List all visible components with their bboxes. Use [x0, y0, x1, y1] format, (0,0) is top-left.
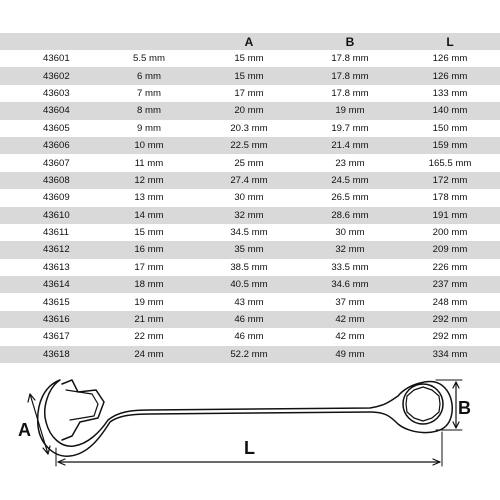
cell-code: 43617 [43, 331, 70, 343]
cell-l: 165.5 mm [428, 157, 472, 169]
cell-l: 209 mm [432, 244, 468, 256]
label-a: A [18, 420, 31, 440]
cell-code: 43602 [43, 70, 70, 82]
table-row [0, 224, 500, 241]
cell-b: 23 mm [335, 157, 365, 169]
open-end-jaw [62, 380, 104, 440]
cell-code: 43609 [43, 192, 70, 204]
cell-a: 46 mm [234, 331, 264, 343]
table-row [0, 207, 500, 224]
header-l: L [446, 34, 454, 49]
cell-size: 24 mm [134, 348, 164, 360]
cell-size: 13 mm [134, 192, 164, 204]
cell-l: 292 mm [432, 314, 468, 326]
cell-code: 43604 [43, 105, 70, 117]
cell-b: 34.6 mm [331, 279, 369, 291]
cell-l: 248 mm [432, 296, 468, 308]
cell-code: 43613 [43, 261, 70, 273]
cell-code: 43605 [43, 122, 70, 134]
cell-a: 35 mm [234, 244, 264, 256]
cell-l: 237 mm [432, 279, 468, 291]
cell-l: 226 mm [432, 261, 468, 273]
cell-size: 15 mm [134, 227, 164, 239]
cell-size: 9 mm [137, 122, 161, 134]
cell-size: 22 mm [134, 331, 164, 343]
cell-a: 52.2 mm [230, 348, 268, 360]
cell-size: 16 mm [134, 244, 164, 256]
cell-b: 17.8 mm [331, 70, 369, 82]
cell-b: 42 mm [335, 314, 365, 326]
cell-size: 8 mm [137, 105, 161, 117]
cell-b: 19 mm [335, 105, 365, 117]
label-b: B [458, 398, 471, 418]
cell-b: 30 mm [335, 227, 365, 239]
table-row [0, 311, 500, 328]
cell-a: 40.5 mm [230, 279, 268, 291]
table-row [0, 102, 500, 119]
cell-b: 17.8 mm [331, 87, 369, 99]
cell-l: 159 mm [432, 140, 468, 152]
ring-inner [406, 387, 440, 421]
cell-l: 200 mm [432, 227, 468, 239]
table-row [0, 85, 500, 102]
cell-a: 32 mm [234, 209, 264, 221]
table-row [0, 172, 500, 189]
cell-size: 19 mm [134, 296, 164, 308]
cell-code: 43601 [43, 53, 70, 65]
cell-size: 7 mm [137, 87, 161, 99]
cell-b: 42 mm [335, 331, 365, 343]
cell-a: 25 mm [234, 157, 264, 169]
cell-l: 126 mm [432, 70, 468, 82]
cell-code: 43603 [43, 87, 70, 99]
cell-a: 22.5 mm [230, 140, 268, 152]
table-row [0, 137, 500, 154]
cell-a: 30 mm [234, 192, 264, 204]
cell-code: 43618 [43, 348, 70, 360]
cell-b: 24.5 mm [331, 174, 369, 186]
cell-b: 26.5 mm [331, 192, 369, 204]
cell-code: 43610 [43, 209, 70, 221]
wrench-diagram [0, 360, 500, 500]
cell-size: 12 mm [134, 174, 164, 186]
cell-size: 21 mm [134, 314, 164, 326]
cell-a: 17 mm [234, 87, 264, 99]
table-row [0, 328, 500, 345]
table-row [0, 276, 500, 293]
dimensions-table [0, 33, 500, 363]
label-l: L [244, 438, 255, 458]
cell-b: 19.7 mm [331, 122, 369, 134]
header-a: A [244, 34, 254, 49]
table-row [0, 259, 500, 276]
table-row [0, 154, 500, 171]
table-row [0, 293, 500, 310]
cell-a: 15 mm [234, 53, 264, 65]
cell-l: 292 mm [432, 331, 468, 343]
cell-b: 21.4 mm [331, 140, 369, 152]
cell-size: 18 mm [134, 279, 164, 291]
cell-b: 37 mm [335, 296, 365, 308]
cell-size: 6 mm [137, 70, 161, 82]
cell-l: 334 mm [432, 348, 468, 360]
ring-outer [403, 384, 443, 424]
cell-b: 32 mm [335, 244, 365, 256]
cell-a: 46 mm [234, 314, 264, 326]
header-b: B [345, 34, 355, 49]
cell-a: 38.5 mm [230, 261, 268, 273]
cell-code: 43611 [43, 227, 69, 239]
cell-code: 43612 [43, 244, 70, 256]
cell-code: 43608 [43, 174, 70, 186]
cell-l: 191 mm [432, 209, 468, 221]
cell-size: 5.5 mm [133, 53, 165, 65]
table-row [0, 120, 500, 137]
cell-code: 43606 [43, 140, 70, 152]
cell-b: 28.6 mm [331, 209, 369, 221]
cell-b: 33.5 mm [331, 261, 369, 273]
cell-a: 43 mm [234, 296, 264, 308]
cell-l: 126 mm [432, 53, 468, 65]
cell-code: 43614 [43, 279, 70, 291]
cell-size: 14 mm [134, 209, 164, 221]
cell-b: 49 mm [335, 348, 365, 360]
cell-b: 17.8 mm [331, 53, 369, 65]
cell-size: 17 mm [134, 261, 164, 273]
cell-code: 43615 [43, 296, 70, 308]
cell-l: 172 mm [432, 174, 468, 186]
open-end-inner [66, 390, 98, 420]
table-row [0, 189, 500, 206]
table-body [0, 50, 500, 363]
cell-l: 133 mm [432, 87, 468, 99]
cell-a: 34.5 mm [230, 227, 268, 239]
cell-a: 27.4 mm [230, 174, 268, 186]
cell-a: 20 mm [234, 105, 264, 117]
cell-size: 11 mm [134, 157, 164, 169]
cell-code: 43607 [43, 157, 70, 169]
cell-l: 140 mm [432, 105, 468, 117]
table-row [0, 241, 500, 258]
table-header-row [0, 33, 500, 50]
cell-a: 20.3 mm [230, 122, 268, 134]
cell-code: 43616 [43, 314, 70, 326]
table-row [0, 67, 500, 84]
table-row [0, 50, 500, 67]
cell-a: 15 mm [234, 70, 264, 82]
cell-l: 150 mm [432, 122, 468, 134]
cell-size: 10 mm [134, 140, 164, 152]
cell-l: 178 mm [432, 192, 468, 204]
